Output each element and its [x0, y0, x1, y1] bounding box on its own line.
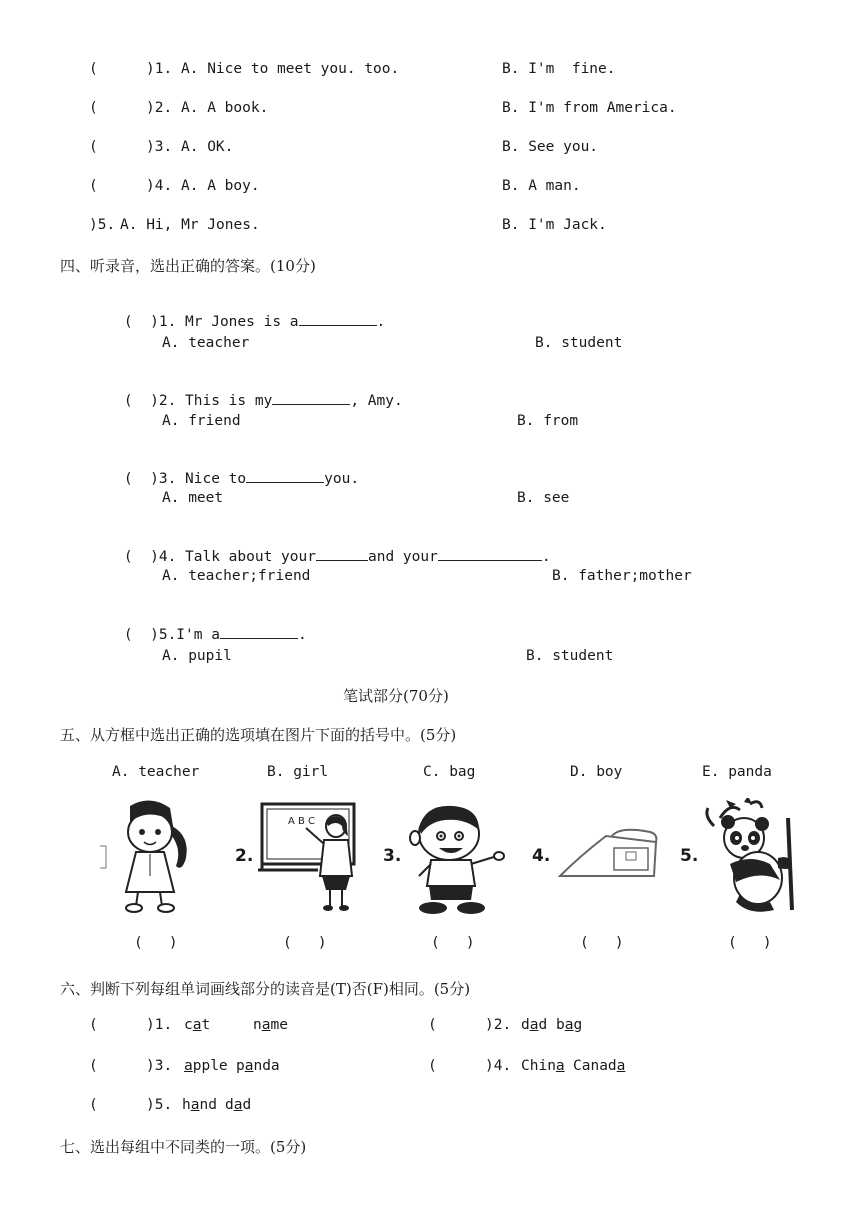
answer-blank[interactable]	[272, 390, 350, 405]
option-a: A. OK.	[181, 139, 234, 155]
option-bag: C. bag	[423, 764, 476, 780]
word-china: China	[521, 1058, 565, 1074]
question-stem-end: .	[297, 627, 307, 643]
word-panda: panda	[236, 1058, 280, 1074]
word-dad: dad	[521, 1017, 548, 1033]
option-b: B. see	[517, 490, 570, 506]
option-b: B. from	[517, 413, 579, 429]
question-number: )2.	[485, 1017, 512, 1033]
option-b: B. student	[526, 648, 614, 664]
word-bag: bag	[556, 1017, 583, 1033]
word-apple: apple	[184, 1058, 228, 1074]
option-b: B. I'm Jack.	[502, 217, 607, 233]
question-stem: ( )1. Mr Jones is a	[123, 314, 299, 330]
section-heading-4: 四、听录音，选出正确的答案。(10分)	[60, 257, 316, 275]
option-panda: E. panda	[702, 764, 772, 780]
answer-bracket-3[interactable]: ( )	[431, 935, 475, 951]
question-stem: ( )3. Nice to	[123, 471, 247, 487]
answer-blank[interactable]	[438, 546, 542, 561]
option-a: A. teacher	[162, 335, 250, 351]
answer-bracket[interactable]: (	[89, 178, 98, 194]
answer-bracket[interactable]: (	[89, 61, 98, 77]
svg-text:A B C: A B C	[288, 816, 316, 827]
picture-number-4: 4.	[532, 846, 551, 866]
question-stem-mid: and your	[367, 549, 438, 565]
option-a: A. A boy.	[181, 178, 260, 194]
teacher-picture	[258, 798, 358, 913]
word-hand: hand	[182, 1097, 217, 1113]
question-stem-end: .	[376, 314, 386, 330]
question-stem: ( )2. This is my	[123, 393, 273, 409]
question-number: )3.	[146, 1058, 173, 1074]
answer-blank[interactable]	[246, 468, 324, 483]
question-number: )3.	[146, 139, 173, 155]
bag-picture	[550, 826, 662, 882]
section-heading-5: 五、从方框中选出正确的选项填在图片下面的括号中。(5分)	[60, 726, 457, 744]
picture-number-5: 5.	[680, 846, 699, 866]
answer-bracket[interactable]: (	[89, 1097, 98, 1113]
word-name: name	[253, 1017, 288, 1033]
question-number: )1.	[146, 1017, 173, 1033]
answer-bracket[interactable]: (	[428, 1017, 437, 1033]
question-number: )5.	[89, 217, 116, 233]
option-girl: B. girl	[267, 764, 329, 780]
answer-blank[interactable]	[299, 311, 377, 326]
question-number: )4.	[485, 1058, 512, 1074]
question-number: )1.	[146, 61, 173, 77]
answer-blank[interactable]	[316, 546, 368, 561]
answer-bracket[interactable]: (	[89, 1058, 98, 1074]
option-a: A. meet	[162, 490, 224, 506]
option-teacher: A. teacher	[112, 764, 200, 780]
answer-bracket[interactable]: (	[89, 1017, 98, 1033]
answer-blank[interactable]	[220, 624, 298, 639]
question-stem-end: you.	[324, 471, 360, 487]
section-heading-6: 六、判断下列每组单词画线部分的读音是(T)否(F)相同。(5分)	[60, 980, 471, 998]
option-a: A. A book.	[181, 100, 269, 116]
option-a: A. teacher;friend	[162, 568, 311, 584]
question-stem-end: .	[541, 549, 551, 565]
word-canada: Canada	[573, 1058, 626, 1074]
option-b: B. I'm fine.	[502, 61, 616, 77]
written-part-title: 笔试部分(70分)	[343, 687, 449, 705]
answer-bracket[interactable]: (	[89, 139, 98, 155]
option-a: A. friend	[162, 413, 241, 429]
answer-bracket[interactable]: (	[428, 1058, 437, 1074]
option-a: A. Nice to meet you. too.	[181, 61, 400, 77]
question-stem: ( )4. Talk about your	[123, 549, 316, 565]
picture-number-2: 2.	[235, 846, 254, 866]
question-number: )5.	[146, 1097, 173, 1113]
option-a: A. pupil	[162, 648, 232, 664]
option-b: B. student	[535, 335, 623, 351]
section-heading-7: 七、选出每组中不同类的一项。(5分)	[60, 1138, 307, 1156]
option-b: B. father;mother	[552, 568, 692, 584]
panda-picture	[700, 798, 800, 916]
girl-picture	[90, 796, 200, 916]
question-stem-end: , Amy.	[350, 393, 403, 409]
option-boy: D. boy	[570, 764, 623, 780]
question-stem: ( )5.I'm a	[123, 627, 220, 643]
option-b: B. I'm from America.	[502, 100, 677, 116]
question-number: )4.	[146, 178, 173, 194]
option-a: A. Hi, Mr Jones.	[120, 217, 260, 233]
option-b: B. A man.	[502, 178, 581, 194]
answer-bracket-1[interactable]: ( )	[134, 935, 178, 951]
boy-picture	[405, 798, 505, 916]
word-dad: dad	[225, 1097, 252, 1113]
option-b: B. See you.	[502, 139, 599, 155]
question-number: )2.	[146, 100, 173, 116]
answer-bracket-5[interactable]: ( )	[728, 935, 772, 951]
answer-bracket[interactable]: (	[89, 100, 98, 116]
picture-number-3: 3.	[383, 846, 402, 866]
word-cat: cat	[184, 1017, 211, 1033]
answer-bracket-4[interactable]: ( )	[580, 935, 624, 951]
answer-bracket-2[interactable]: ( )	[283, 935, 327, 951]
